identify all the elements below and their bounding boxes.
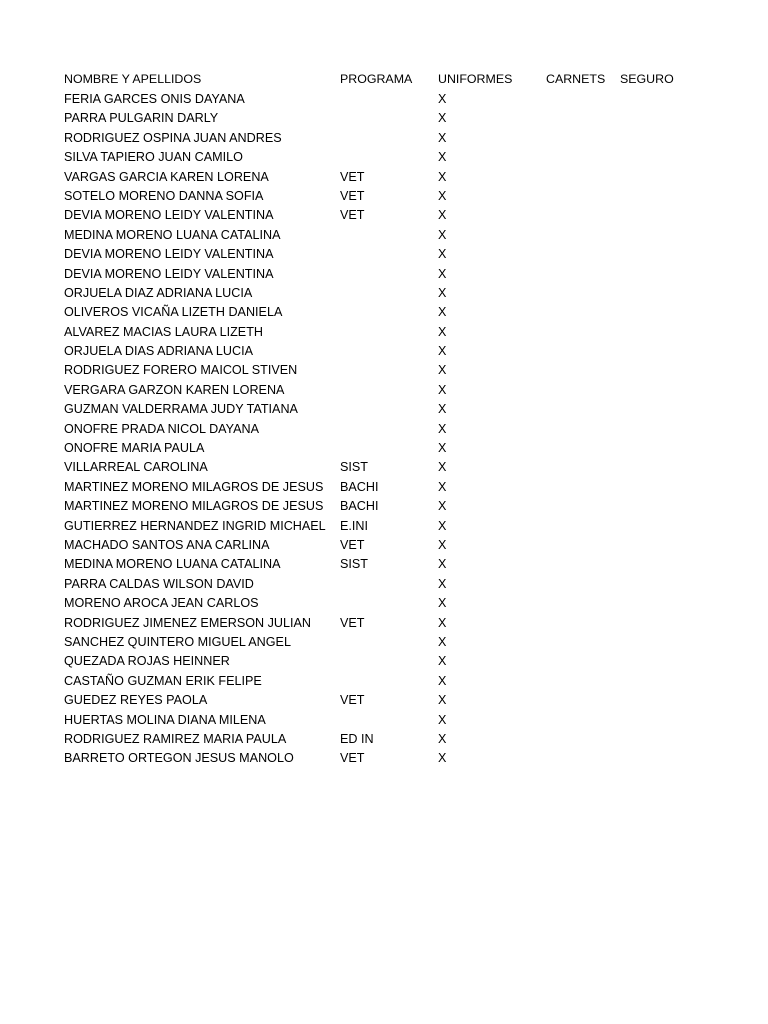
table-row xyxy=(64,536,724,555)
cell-name: BARRETO ORTEGON JESUS MANOLO xyxy=(64,751,294,766)
cell-name: PARRA PULGARIN DARLY xyxy=(64,111,219,126)
cell-uniforms: X xyxy=(438,576,447,591)
cell-uniforms: X xyxy=(438,557,447,572)
cell-program: VET xyxy=(340,208,365,223)
cell-uniforms: X xyxy=(438,130,447,145)
table-row xyxy=(64,497,724,516)
cell-name: FERIA GARCES ONIS DAYANA xyxy=(64,92,245,106)
cell-name: ALVAREZ MACIAS LAURA LIZETH xyxy=(64,324,263,339)
cell-uniforms: X xyxy=(438,537,447,552)
table-row xyxy=(64,361,724,380)
cell-uniforms: X xyxy=(438,731,447,746)
cell-name: RODRIGUEZ RAMIREZ MARIA PAULA xyxy=(64,731,287,746)
table-row xyxy=(64,303,724,322)
cell-uniforms: X xyxy=(438,499,447,514)
table-row xyxy=(64,420,724,439)
cell-uniforms: X xyxy=(438,208,447,223)
cell-program: VET xyxy=(340,751,365,766)
header-carnets: CARNETS xyxy=(546,72,606,86)
cell-name: QUEZADA ROJAS HEINNER xyxy=(64,654,230,669)
cell-uniforms: X xyxy=(438,382,447,397)
table-row xyxy=(64,129,724,148)
cell-uniforms: X xyxy=(438,479,447,494)
cell-name: DEVIA MORENO LEIDY VALENTINA xyxy=(64,208,274,223)
cell-program: E.INI xyxy=(340,518,368,533)
table-row xyxy=(64,594,724,613)
table-row xyxy=(64,652,724,671)
table-row xyxy=(64,478,724,497)
cell-program: VET xyxy=(340,693,365,708)
cell-name: GUZMAN VALDERRAMA JUDY TATIANA xyxy=(64,402,298,417)
cell-uniforms: X xyxy=(438,615,447,630)
table-row xyxy=(64,691,724,710)
table-row xyxy=(64,245,724,264)
cell-name: VERGARA GARZON KAREN LORENA xyxy=(64,382,285,397)
table-row xyxy=(64,109,724,128)
cell-program: VET xyxy=(340,188,365,203)
cell-program: BACHI xyxy=(340,479,379,494)
cell-uniforms: X xyxy=(438,92,447,106)
cell-name: MARTINEZ MORENO MILAGROS DE JESUS xyxy=(64,479,324,494)
cell-program: VET xyxy=(340,537,365,552)
cell-name: MARTINEZ MORENO MILAGROS DE JESUS xyxy=(64,499,324,514)
cell-name: HUERTAS MOLINA DIANA MILENA xyxy=(64,712,266,727)
cell-uniforms: X xyxy=(438,227,447,242)
cell-name: OLIVEROS VICAÑA LIZETH DANIELA xyxy=(64,305,283,320)
cell-name: MEDINA MORENO LUANA CATALINA xyxy=(64,227,281,242)
cell-uniforms: X xyxy=(438,344,447,359)
cell-uniforms: X xyxy=(438,596,447,611)
cell-program: BACHI xyxy=(340,499,379,514)
student-list-table xyxy=(64,69,724,769)
cell-name: DEVIA MORENO LEIDY VALENTINA xyxy=(64,247,274,262)
cell-uniforms: X xyxy=(438,402,447,417)
table-header xyxy=(64,69,724,90)
cell-program: ED IN xyxy=(340,731,374,746)
table-row xyxy=(64,555,724,574)
header-name: NOMBRE Y APELLIDOS xyxy=(64,72,202,86)
cell-uniforms: X xyxy=(438,247,447,262)
cell-uniforms: X xyxy=(438,266,447,281)
header-insurance: SEGURO xyxy=(620,72,674,86)
cell-name: ONOFRE PRADA NICOL DAYANA xyxy=(64,421,260,436)
cell-name: ONOFRE MARIA PAULA xyxy=(64,441,205,456)
table-row xyxy=(64,284,724,303)
cell-uniforms: X xyxy=(438,111,447,126)
table-row xyxy=(64,226,724,245)
table-row xyxy=(64,265,724,284)
cell-uniforms: X xyxy=(438,693,447,708)
cell-uniforms: X xyxy=(438,169,447,184)
table-row xyxy=(64,614,724,633)
cell-uniforms: X xyxy=(438,305,447,320)
table-row xyxy=(64,749,724,768)
cell-uniforms: X xyxy=(438,654,447,669)
cell-uniforms: X xyxy=(438,712,447,727)
cell-uniforms: X xyxy=(438,363,447,378)
cell-name: GUTIERREZ HERNANDEZ INGRID MICHAEL xyxy=(64,518,326,533)
cell-name: VILLARREAL CAROLINA xyxy=(64,460,208,475)
table-row xyxy=(64,439,724,458)
cell-uniforms: X xyxy=(438,751,447,766)
cell-uniforms: X xyxy=(438,150,447,165)
cell-uniforms: X xyxy=(438,634,447,649)
table-row xyxy=(64,730,724,749)
table-row xyxy=(64,206,724,225)
table-row xyxy=(64,381,724,400)
cell-name: RODRIGUEZ JIMENEZ EMERSON JULIAN xyxy=(64,615,311,630)
cell-uniforms: X xyxy=(438,285,447,300)
cell-uniforms: X xyxy=(438,460,447,475)
table-row xyxy=(64,342,724,361)
cell-name: SILVA TAPIERO JUAN CAMILO xyxy=(64,150,243,165)
table-row xyxy=(64,458,724,477)
cell-name: PARRA CALDAS WILSON DAVID xyxy=(64,576,254,591)
cell-program: SIST xyxy=(340,460,368,475)
table-row xyxy=(64,672,724,691)
cell-uniforms: X xyxy=(438,188,447,203)
table-body xyxy=(64,90,724,769)
cell-name: ORJUELA DIAZ ADRIANA LUCIA xyxy=(64,285,253,300)
table-row xyxy=(64,517,724,536)
table-row xyxy=(64,148,724,167)
cell-name: CASTAÑO GUZMAN ERIK FELIPE xyxy=(64,673,262,688)
cell-name: SOTELO MORENO DANNA SOFIA xyxy=(64,188,264,203)
cell-name: RODRIGUEZ FORERO MAICOL STIVEN xyxy=(64,363,298,378)
table-row xyxy=(64,711,724,730)
cell-name: MORENO AROCA JEAN CARLOS xyxy=(64,596,259,611)
cell-program: SIST xyxy=(340,557,368,572)
cell-uniforms: X xyxy=(438,518,447,533)
header-uniforms: UNIFORMES xyxy=(438,72,513,86)
table-row xyxy=(64,400,724,419)
cell-name: RODRIGUEZ OSPINA JUAN ANDRES xyxy=(64,130,282,145)
header-program: PROGRAMA xyxy=(340,72,413,86)
cell-uniforms: X xyxy=(438,441,447,456)
table-row xyxy=(64,168,724,187)
cell-program: VET xyxy=(340,169,365,184)
cell-program: VET xyxy=(340,615,365,630)
table-row xyxy=(64,633,724,652)
cell-uniforms: X xyxy=(438,324,447,339)
cell-name: SANCHEZ QUINTERO MIGUEL ANGEL xyxy=(64,634,291,649)
table-row xyxy=(64,90,724,109)
cell-name: MACHADO SANTOS ANA CARLINA xyxy=(64,537,270,552)
cell-name: ORJUELA DIAS ADRIANA LUCIA xyxy=(64,344,253,359)
cell-uniforms: X xyxy=(438,673,447,688)
cell-uniforms: X xyxy=(438,421,447,436)
cell-name: GUEDEZ REYES PAOLA xyxy=(64,693,208,708)
cell-name: DEVIA MORENO LEIDY VALENTINA xyxy=(64,266,274,281)
table-row xyxy=(64,323,724,342)
cell-name: MEDINA MORENO LUANA CATALINA xyxy=(64,557,281,572)
cell-name: VARGAS GARCIA KAREN LORENA xyxy=(64,169,269,184)
table-row xyxy=(64,187,724,206)
table-row xyxy=(64,575,724,594)
